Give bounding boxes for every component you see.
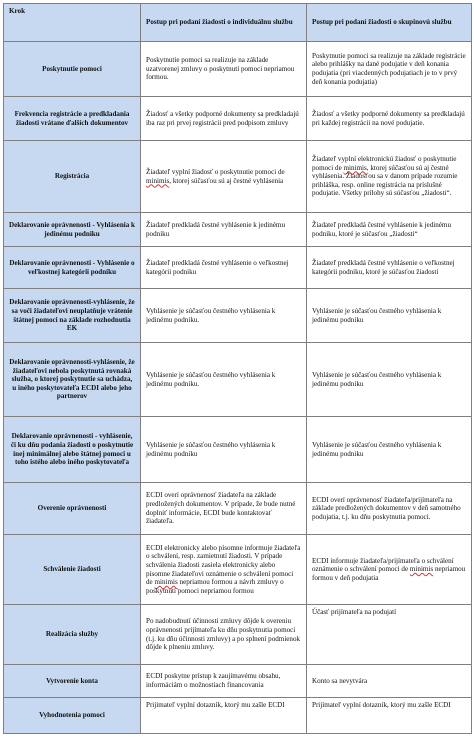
individual-cell: Vyhlásenie je súčasťou čestného vyhlásenia k jedinému podniku <box>141 417 307 483</box>
step-cell: Deklarovanie oprávnenosti-vyhlásenie, že sa voči žiadateľovi neuplatňuje vrátenie štátnej pomoci na základe rozhodnutia EK <box>4 289 141 343</box>
group-cell: Žiadateľ predkladá čestné vyhlásenie k jedinému podniku, ktoré je súčasťou „žiadosti“ <box>307 213 472 247</box>
step-cell: Vytvorenie konta <box>4 665 141 698</box>
individual-cell: Po nadobudnutí účinnosti zmluvy dôjde k overeniu oprávnenosti prijímateľa ku dňu poskytnutia pomoci (t.j. ku dňu účinnosti zmluvy) a po splnení podmienok dôjde k plneniu zmluvy. <box>141 605 307 665</box>
header-individual-service: Postup pri podaní žiadosti o individuálnu službu <box>141 4 307 42</box>
table-row <box>4 535 472 605</box>
group-cell: Účasť prijímateľa na podujatí <box>307 605 472 665</box>
individual-cell: Vyhlásenie je súčasťou čestného vyhlásenia k jedinému podniku. <box>141 343 307 417</box>
individual-cell: ECDI elektronicky alebo písomne informuje žiadateľa o schválení, resp. zamietnutí žiadosti. V prípade schválenia žiadosti zasiela elektronicky alebo písomne žiadateľovi oznámenie o schválení pomoci de minimis nepriamou formou a návrh zmluvy o poskytnutí pomoci nepriamou formou <box>141 535 307 605</box>
procedure-comparison-table <box>3 3 472 734</box>
group-cell: Žiadateľ vyplní elektronickú žiadosť o poskytnutie pomoci de minimis, ktorej súčasťou sú aj čestné vyhlásenia. Žiadosťou sa v danom prípade rozumie prihláška, resp. online registrácia na príslušné podujatie. Všetky prílohy sú súčasťou „žiadosti“. <box>307 141 472 213</box>
step-cell: Realizácia služby <box>4 605 141 665</box>
step-cell: Deklarovanie oprávnenosti-vyhlásenie, že žiadateľovi nebola poskytnutá rovnaká služba, o ktorej poskytnutie sa uchádza, u iného poskytovateľa ECDI alebo jeho partnerov <box>4 343 141 417</box>
table-row <box>4 289 472 343</box>
group-cell: Žiadosť a všetky podporné dokumenty sa predkladajú pri každej registrácii na nové podujatie. <box>307 97 472 141</box>
group-cell: Konto sa nevytvára <box>307 665 472 698</box>
table-row <box>4 483 472 535</box>
step-cell: Poskytnutie pomoci <box>4 42 141 97</box>
individual-cell: ECDI poskytne prístup k zaujímavému obsahu, informáciám o možnostiach financovania <box>141 665 307 698</box>
individual-cell: Prijímateľ vyplní dotazník, ktorý mu zašle ECDI <box>141 698 307 734</box>
table-row <box>4 698 472 734</box>
group-cell: ECDI overí oprávnenosť žiadateľa/prijímateľa na základe predložených dokumentov v deň samotného podujatia, t.j. ku dňu poskytnutia pomoci. <box>307 483 472 535</box>
table-row <box>4 665 472 698</box>
step-cell: Vyhodnotenia pomoci <box>4 698 141 734</box>
table-row <box>4 213 472 247</box>
group-cell: ECDI informuje žiadateľa/prijímateľa o schválení oznámenie o schválení pomoci de minimis nepriamou formou v deň podujatia <box>307 535 472 605</box>
header-group-service: Postup pri podaní žiadosti o skupinovú službu <box>307 4 472 42</box>
group-cell: Vyhlásenie je súčasťou čestného vyhlásenia k jedinému podniku <box>307 289 472 343</box>
table-row <box>4 343 472 417</box>
table-row <box>4 42 472 97</box>
individual-cell: Poskytnutie pomoci sa realizuje na základe uzatvorenej zmluvy o poskytnutí pomoci nepriamou formou. <box>141 42 307 97</box>
group-cell: Prijímateľ vyplní dotazník, ktorý mu zašle ECDI <box>307 698 472 734</box>
group-cell: Poskytnutie pomoci sa realizuje na základe registrácie alebo prihlášky na dané podujatie v deň konania podujatia (pri viacdenných podujatiach je to v prvý deň konania podujatia) <box>307 42 472 97</box>
table-row <box>4 141 472 213</box>
table-row <box>4 247 472 289</box>
group-cell: Vyhlásenie je súčasťou čestného vyhlásenia k jedinému podniku <box>307 343 472 417</box>
individual-cell: Žiadosť a všetky podporné dokumenty sa predkladajú iba raz pri prvej registrácii pred podpisom zmluvy <box>141 97 307 141</box>
table-header-row <box>4 4 472 42</box>
individual-cell: Žiadateľ vyplní žiadosť o poskytnutie pomoci de minimis, ktorej súčasťou sú aj čestné vyhlásenia <box>141 141 307 213</box>
step-cell: Schválenie žiadosti <box>4 535 141 605</box>
step-cell: Deklarovanie oprávnenosti - Vyhlásenie o veľkostnej kategórii podniku <box>4 247 141 289</box>
step-cell: Registrácia <box>4 141 141 213</box>
table-row <box>4 417 472 483</box>
individual-cell: Žiadateľ predkladá čestné vyhlásenie k jedinému podniku <box>141 213 307 247</box>
step-cell: Overenie oprávnenosti <box>4 483 141 535</box>
table-row <box>4 605 472 665</box>
individual-cell: ECDI overí oprávnenosť žiadateľa na základe predložených dokumentov. V prípade, že bude nutné doplniť informácie, ECDI bude kontaktovať žiadateľa. <box>141 483 307 535</box>
step-cell: Frekvencia registrácie a predkladania žiadosti vrátane ďalších dokumentov <box>4 97 141 141</box>
group-cell: Žiadateľ predkladá čestné vyhlásenie o veľkostnej kategórii podniku, ktoré je súčasťou žiadosti <box>307 247 472 289</box>
group-cell: Vyhlásenie je súčasťou čestného vyhlásenia k jedinému podniku <box>307 417 472 483</box>
header-step: Krok <box>4 4 141 42</box>
individual-cell: Žiadateľ predkladá čestné vyhlásenie o veľkostnej kategórii podniku <box>141 247 307 289</box>
step-cell: Deklarovanie oprávnenosti - Vyhlásenia k jedinému podniku <box>4 213 141 247</box>
step-cell: Deklarovanie oprávnenosti - vyhlásenie, či ku dňu podania žiadosti o poskytnutie inej minimálnej alebo štátnej pomoci u toho istého alebo iného poskytovateľa <box>4 417 141 483</box>
table-row <box>4 97 472 141</box>
individual-cell: Vyhlásenie je súčasťou čestného vyhlásenia k jedinému podniku. <box>141 289 307 343</box>
